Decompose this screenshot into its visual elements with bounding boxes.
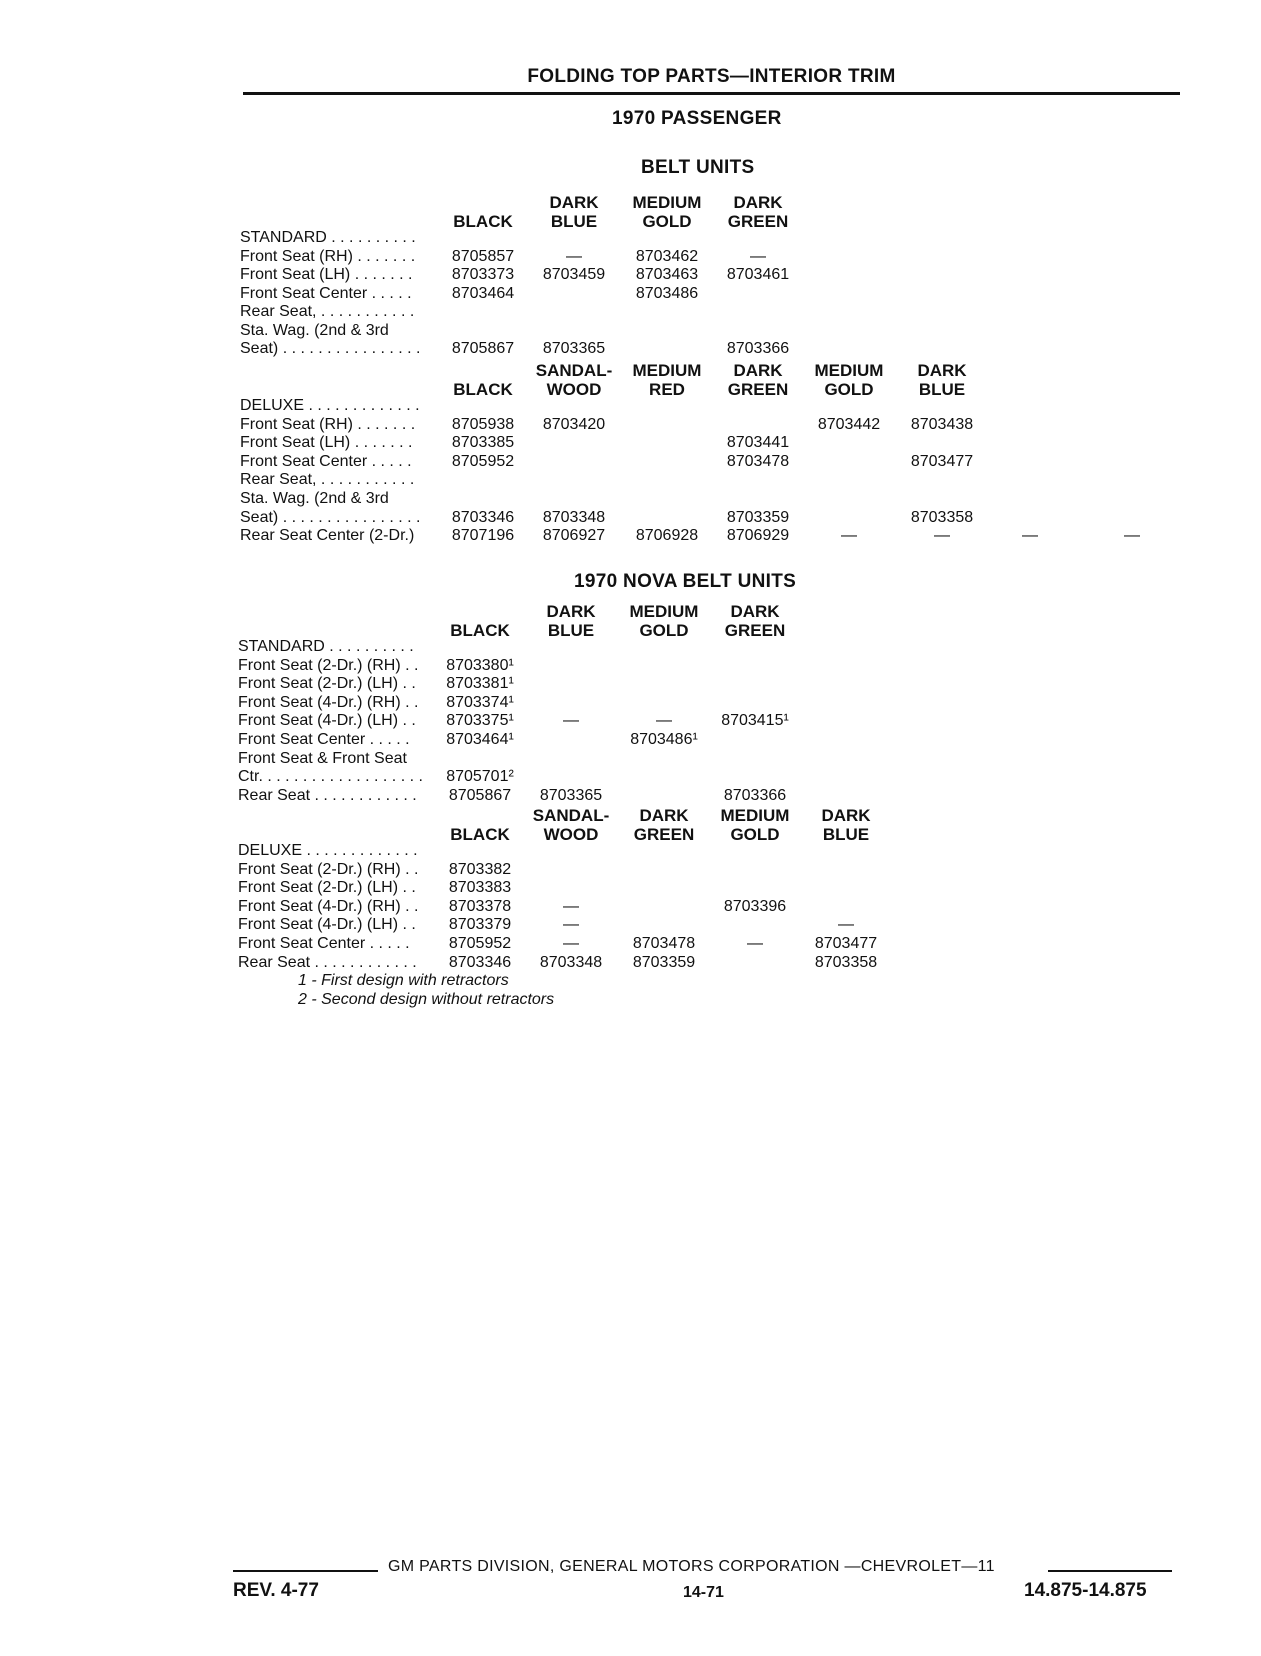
part-number: 8703477 (910, 452, 974, 470)
part-number: 8703346 (451, 508, 515, 526)
column-header: GOLD (824, 380, 874, 399)
title-rule (243, 92, 1180, 95)
part-number: 8703375¹ (446, 712, 514, 730)
column-header: DARK (733, 193, 783, 212)
part-number: 8706927 (542, 527, 606, 545)
part-number: 8703382 (448, 860, 512, 878)
footnote: 1 - First design with retractors (298, 972, 509, 989)
part-number: 8703366 (723, 786, 787, 804)
row-label: Sta. Wag. (2nd & 3rd (240, 490, 389, 507)
column-header: BLUE (550, 212, 598, 231)
column-header: GOLD (730, 825, 780, 844)
row-label: Front Seat (4-Dr.) (RH) . . (238, 693, 419, 711)
part-number: 8703378 (448, 897, 512, 915)
part-number: 8703348 (542, 508, 606, 526)
column-header: GREEN (724, 621, 786, 640)
column-header: GOLD (639, 621, 689, 640)
part-number: 8703366 (726, 340, 790, 357)
part-number: 8703373 (451, 266, 515, 283)
part-number: 8703441 (726, 434, 790, 452)
row-label: Seat) . . . . . . . . . . . . . . . . (240, 340, 421, 357)
row-label: Rear Seat . . . . . . . . . . . . (238, 953, 417, 971)
part-number: 8705867 (448, 786, 512, 804)
part-number: 8703461 (726, 266, 790, 283)
row-label: Rear Seat, . . . . . . . . . . . (240, 471, 415, 489)
part-number: 8705938 (451, 415, 515, 433)
part-number: — (566, 247, 582, 265)
column-header: MEDIUM (632, 193, 702, 212)
column-header: RED (649, 380, 685, 399)
column-header: DARK (730, 602, 780, 621)
row-label: Rear Seat . . . . . . . . . . . . (238, 786, 417, 804)
row-label: Front Seat (2-Dr.) (LH) . . (238, 675, 416, 693)
row-label: Front Seat (2-Dr.) (RH) . . (238, 860, 419, 878)
column-header: GREEN (727, 212, 789, 231)
column-header: BLUE (822, 825, 870, 844)
page-title: FOLDING TOP PARTS—INTERIOR TRIM (527, 66, 896, 87)
part-number: 8705952 (451, 452, 515, 470)
part-number: 8703358 (814, 953, 878, 971)
part-number: 8703359 (632, 953, 696, 971)
column-header: BLACK (453, 380, 513, 399)
part-number: — (563, 712, 579, 730)
row-label: Front Seat (LH) . . . . . . . (240, 266, 413, 283)
part-number: 8703478 (726, 452, 790, 470)
part-number: 8703463 (635, 266, 699, 283)
part-number: 8703365 (542, 340, 606, 357)
part-number: 8703383 (448, 879, 512, 897)
footnote: 2 - Second design without retractors (298, 991, 555, 1008)
part-number: — (838, 916, 854, 934)
passenger-subtitle: 1970 PASSENGER (612, 108, 782, 129)
part-number: — (1124, 527, 1140, 545)
row-label: Front Seat Center . . . . . (238, 731, 410, 748)
part-number: 8703442 (817, 415, 881, 433)
part-number: 8706929 (726, 527, 790, 545)
row-label: Sta. Wag. (2nd & 3rd (240, 321, 389, 339)
part-number: 8703374¹ (446, 693, 514, 711)
row-label: Rear Seat Center (2-Dr.) (240, 527, 415, 545)
part-number: 8703478 (632, 935, 696, 952)
part-number: 8703477 (814, 935, 878, 952)
row-label: Seat) . . . . . . . . . . . . . . . . (240, 508, 421, 526)
part-number: 8705857 (451, 247, 515, 265)
belt-units-heading: BELT UNITS (641, 157, 755, 178)
column-header: BLUE (547, 621, 595, 640)
column-header: DARK (821, 806, 871, 825)
column-header: BLACK (450, 825, 510, 844)
part-number: — (656, 712, 672, 730)
row-label: Rear Seat, . . . . . . . . . . . (240, 303, 415, 320)
footer-corporation: GM PARTS DIVISION, GENERAL MOTORS CORPORATION —CHEVROLET—11 (388, 1558, 995, 1575)
part-number: — (934, 527, 950, 545)
part-number: 8706928 (635, 527, 699, 545)
part-number: 8703396 (723, 897, 787, 915)
row-label: Front Seat Center . . . . . (240, 284, 412, 302)
footer-date: 14-71 (683, 1584, 724, 1601)
nova-belt-units-heading: 1970 NOVA BELT UNITS (574, 571, 797, 592)
row-label: Front Seat Center . . . . . (240, 452, 412, 470)
part-number: — (750, 247, 766, 265)
column-header: BLACK (450, 621, 510, 640)
part-number: 8703438 (910, 415, 974, 433)
row-label: Front Seat (LH) . . . . . . . (240, 434, 413, 452)
column-header: MEDIUM (720, 806, 790, 825)
row-label: DELUXE . . . . . . . . . . . . . (238, 842, 418, 859)
row-label: Front Seat (2-Dr.) (RH) . . (238, 656, 419, 674)
row-label: Front Seat (4-Dr.) (LH) . . (238, 712, 416, 730)
footer-page-code: 14.875-14.875 (1024, 1580, 1147, 1601)
row-label: STANDARD . . . . . . . . . . (240, 229, 416, 246)
part-number: — (1022, 527, 1038, 545)
part-number: 8703359 (726, 508, 790, 526)
row-label: Front Seat (2-Dr.) (LH) . . (238, 879, 416, 897)
part-number: — (563, 897, 579, 915)
column-header: DARK (546, 602, 596, 621)
row-label: Front Seat (RH) . . . . . . . (240, 415, 416, 433)
footer-rule-right (1048, 1570, 1172, 1572)
part-number: 8703459 (542, 266, 606, 283)
part-number: 8703486¹ (630, 731, 698, 748)
column-header: GOLD (642, 212, 692, 231)
part-number: 8703420 (542, 415, 606, 433)
part-number: 8703365 (539, 786, 603, 804)
column-header: GREEN (727, 380, 789, 399)
part-number: 8705867 (451, 340, 515, 357)
part-number: 8703486 (635, 284, 699, 302)
column-header: WOOD (546, 380, 602, 399)
part-number: 8703464¹ (446, 731, 514, 748)
row-label: Front Seat (RH) . . . . . . . (240, 247, 416, 265)
footer-rule-left (233, 1570, 378, 1572)
part-number: 8703358 (910, 508, 974, 526)
row-label: Front Seat & Front Seat (238, 749, 407, 767)
part-number: 8705952 (448, 935, 512, 952)
part-number: 8703381¹ (446, 675, 514, 693)
column-header: DARK (639, 806, 689, 825)
row-label: DELUXE . . . . . . . . . . . . . (240, 397, 420, 414)
row-label: Front Seat (4-Dr.) (RH) . . (238, 897, 419, 915)
part-number: — (563, 916, 579, 934)
row-label: Front Seat (4-Dr.) (LH) . . (238, 916, 416, 934)
part-number: 8703462 (635, 247, 699, 265)
part-number: 8703379 (448, 916, 512, 934)
column-header: BLACK (453, 212, 513, 231)
column-header: SANDAL- (535, 361, 613, 380)
footer-revision: REV. 4-77 (233, 1580, 319, 1601)
column-header: MEDIUM (814, 361, 884, 380)
column-header: BLUE (918, 380, 966, 399)
column-header: GREEN (633, 825, 695, 844)
column-header: MEDIUM (632, 361, 702, 380)
column-header: WOOD (543, 825, 599, 844)
part-number: — (841, 527, 857, 545)
column-header: DARK (917, 361, 967, 380)
column-header: MEDIUM (629, 602, 699, 621)
part-number: 8703380¹ (446, 656, 514, 674)
column-header: DARK (549, 193, 599, 212)
part-number: 8703346 (448, 953, 512, 971)
row-label: STANDARD . . . . . . . . . . (238, 638, 414, 655)
column-header: SANDAL- (532, 806, 610, 825)
row-label: Ctr. . . . . . . . . . . . . . . . . . . (238, 768, 423, 786)
part-number: — (747, 935, 763, 952)
part-number: 8707196 (451, 527, 515, 545)
part-number: 8705701² (446, 768, 514, 786)
part-number: 8703415¹ (721, 712, 789, 730)
part-number: 8703348 (539, 953, 603, 971)
part-number: 8703464 (451, 284, 515, 302)
part-number: 8703385 (451, 434, 515, 452)
row-label: Front Seat Center . . . . . (238, 935, 410, 952)
column-header: DARK (733, 361, 783, 380)
part-number: — (563, 935, 579, 952)
